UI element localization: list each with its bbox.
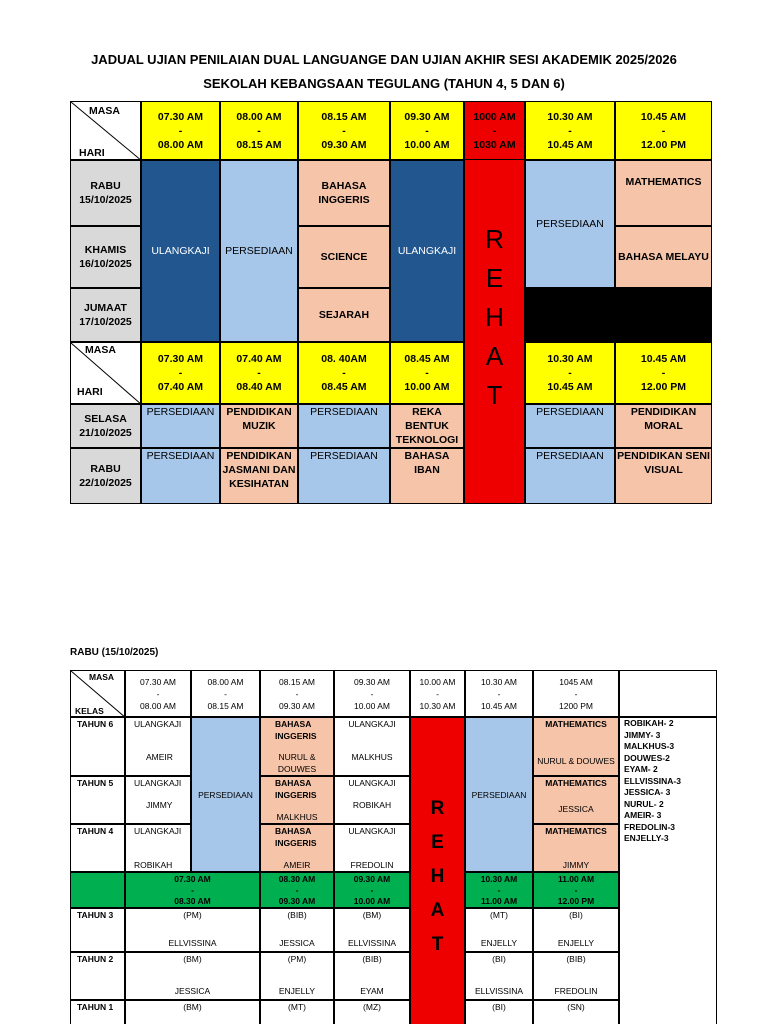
time-separator: - [257, 124, 261, 137]
bahasa-inggeris-cell [260, 717, 334, 776]
subject-code: (BM) [362, 910, 382, 920]
teacher-name: FREDOLIN [350, 860, 394, 870]
time-separator: - [425, 124, 429, 137]
time-label: 09.30 AM [404, 110, 450, 123]
subject-cell [533, 908, 619, 952]
bahasa-iban-cell: BAHASA IBAN [390, 448, 464, 504]
subject-code: (BM) [183, 1002, 202, 1012]
time-label: 12.00 PM [557, 895, 595, 906]
time-label: 08.40 AM [236, 381, 282, 393]
rehat-letter: T [431, 934, 444, 955]
ulangkaji-cell [125, 717, 191, 776]
masa-kelas-header [70, 670, 125, 717]
subject-code: (PM) [183, 910, 202, 920]
subject-cell [334, 952, 410, 1000]
time-label: 08.00 AM [140, 700, 176, 711]
masa-label: MASA [85, 344, 116, 356]
time-header [525, 101, 615, 160]
teacher-name: ENJELLY [480, 938, 518, 948]
time-header [465, 872, 533, 908]
time-label: 09.30 AM [278, 895, 316, 906]
time-separator: - [574, 884, 578, 895]
subject-code: (BI) [569, 910, 583, 920]
time-header [125, 670, 191, 717]
time-label: 10.30 AM [419, 700, 456, 711]
rehat-letter: E [485, 263, 504, 293]
subject: ULANGKAJI [134, 826, 182, 836]
hari-label: HARI [79, 147, 105, 159]
day-jumaat: JUMAAT 17/10/2025 [70, 288, 141, 342]
persediaan-cell: PERSEDIAAN [465, 717, 533, 872]
teacher-name: JESSICA [279, 938, 315, 948]
time-label: 10.45 AM [640, 110, 687, 123]
teacher-count: AMEIR- 3 [624, 810, 662, 820]
bahasa-inggeris-cell [260, 824, 334, 872]
teacher-count: DOUWES-2 [624, 752, 670, 763]
masa-hari-header [70, 101, 141, 160]
teacher-count: EYAM- 2 [624, 764, 658, 774]
time-label: 08.15 AM [236, 138, 282, 151]
subject: BAHASA INGGERIS [275, 826, 317, 848]
time-label: 1045 AM [559, 676, 593, 687]
time-header [525, 342, 615, 404]
time-header [260, 670, 334, 717]
time-header [615, 342, 712, 404]
subject-code: (BI) [492, 954, 506, 964]
teacher-name: EYAM [360, 986, 384, 996]
subject: ULANGKAJI [134, 778, 182, 788]
teacher-name: JIMMY [146, 800, 173, 810]
teacher-name: MALKHUS [351, 752, 393, 762]
time-separator: - [492, 124, 497, 137]
pendidikan-muzik-cell: PENDIDIKAN MUZIK [220, 404, 298, 448]
green-row-label [70, 872, 125, 908]
class-label: TAHUN 5 [70, 776, 125, 824]
persediaan-cell: PERSEDIAAN [525, 160, 615, 288]
subject: ULANGKAJI [348, 778, 396, 788]
class-label: TAHUN 4 [70, 824, 125, 872]
time-header [260, 872, 334, 908]
time-label: 10.30 AM [481, 676, 517, 687]
time-label: 10.00 AM [404, 381, 450, 393]
rehat-letter: T [486, 380, 503, 410]
subject-code: (BIB) [566, 954, 586, 964]
subject-cell [334, 908, 410, 952]
rehat-letter: E [431, 832, 444, 853]
teacher-count: JIMMY- 3 [624, 729, 661, 740]
time-label: 10.45 AM [640, 353, 687, 365]
teacher-count: JESSICA- 3 [624, 787, 671, 797]
time-label: 07.40 AM [236, 353, 282, 365]
subject-cell [465, 952, 533, 1000]
teacher-name: ENJELLY [557, 938, 595, 948]
bahasa-inggeris-cell: BAHASA INGGERIS [298, 160, 390, 226]
teacher-name: ROBIKAH [134, 860, 173, 870]
time-header [141, 101, 220, 160]
time-label: 07.40 AM [157, 381, 204, 393]
time-label: 08.45 AM [321, 381, 367, 393]
blackout-cell [525, 288, 712, 342]
time-label: 11.00 AM [557, 873, 595, 884]
time-separator: - [370, 688, 374, 699]
subject: MATHEMATICS [545, 719, 607, 729]
subject: ULANGKAJI [134, 719, 182, 729]
mathematics-cell [533, 824, 619, 872]
rehat-column [410, 717, 465, 1024]
sejarah-cell: SEJARAH [298, 288, 390, 342]
persediaan-cell: PERSEDIAAN [298, 404, 390, 448]
time-separator: - [661, 124, 666, 137]
subject: MATHEMATICS [545, 778, 607, 788]
kelas-label: KELAS [75, 706, 104, 716]
time-label: 08. 40AM [321, 353, 367, 365]
time-header [334, 872, 410, 908]
time-label: 08.15 AM [321, 110, 367, 123]
time-separator: - [497, 688, 501, 699]
time-separator: - [191, 884, 194, 895]
time-separator: - [295, 688, 299, 699]
subject-code: (BIB) [362, 954, 382, 964]
bahasa-inggeris-cell [260, 776, 334, 824]
time-separator: - [568, 367, 572, 379]
reka-bentuk-teknologi-cell: REKA BENTUK TEKNOLOGI [390, 404, 464, 448]
class-label: TAHUN 3 [70, 908, 125, 952]
teacher-count: ELLVISSINA-3 [624, 775, 681, 786]
time-label: 08.00 AM [207, 676, 244, 687]
teacher-name: JIMMY [562, 860, 590, 870]
pendidikan-jasmani-cell: PENDIDIKAN JASMANI DAN KESIHATAN [220, 448, 298, 504]
teacher-count: MALKHUS-3 [624, 741, 675, 751]
subject-code: (MT) [490, 910, 508, 920]
rehat-letter: R [430, 798, 445, 819]
ulangkaji-cell [334, 824, 410, 872]
time-separator: - [661, 367, 666, 379]
mathematics-cell [533, 776, 619, 824]
time-label: 10.30 AM [547, 353, 593, 365]
day-khamis: KHAMIS 16/10/2025 [70, 226, 141, 288]
time-separator: - [178, 124, 183, 137]
ulangkaji-cell [125, 776, 191, 824]
teacher-name: JESSICA [174, 986, 211, 996]
time-label: 1000 AM [473, 110, 516, 123]
ulangkaji-cell: ULANGKAJI [141, 160, 220, 342]
subject-cell [260, 952, 334, 1000]
subject-code: (BM) [183, 954, 202, 964]
persediaan-cell: PERSEDIAAN [220, 160, 298, 342]
rehat-letter: A [485, 341, 504, 371]
mathematics-cell [533, 717, 619, 776]
time-label: 08.00 AM [236, 110, 282, 123]
time-separator: - [568, 124, 572, 137]
rehat-letter: A [430, 900, 445, 921]
teacher-name: ENJELLY [278, 986, 316, 996]
time-header [191, 670, 260, 717]
time-separator: - [370, 884, 374, 895]
time-header [298, 101, 390, 160]
subject-cell [125, 908, 260, 952]
time-label: 08.30 AM [174, 895, 211, 906]
title-line-1: JADUAL UJIAN PENILAIAN DUAL LANGUANGE DAN UJIAN AKHIR SESI AKADEMIK 2025/2026 [91, 52, 677, 67]
time-separator: - [156, 688, 160, 699]
class-label: TAHUN 1 [70, 1000, 125, 1024]
time-label: 09.30 AM [354, 676, 390, 687]
subject-code: (BI) [492, 1002, 506, 1012]
subject-cell [260, 908, 334, 952]
time-label: 09.30 AM [353, 873, 391, 884]
empty-header [619, 670, 717, 717]
teacher-name: AMEIR [283, 860, 311, 870]
teacher-name: AMEIR [146, 752, 173, 762]
subject-cell [260, 1000, 334, 1024]
time-label: 10.30 AM [480, 873, 518, 884]
subject-cell [125, 952, 260, 1000]
time-label: 10.00 AM [419, 676, 456, 687]
masa-label: MASA [89, 672, 115, 682]
time-label: 10.00 AM [354, 700, 390, 711]
ulangkaji-cell: ULANGKAJI [390, 160, 464, 342]
rehat-letter: R [485, 224, 504, 254]
teacher-count: FREDOLIN-3 [624, 821, 675, 832]
time-header [464, 101, 525, 160]
subject-cell [125, 1000, 260, 1024]
persediaan-cell: PERSEDIAAN [141, 448, 220, 504]
time-separator: - [574, 688, 578, 699]
section-heading: RABU (15/10/2025) [70, 647, 159, 658]
time-separator: - [257, 367, 261, 379]
time-label: 07.30 AM [140, 676, 176, 687]
masa-hari-header [70, 342, 141, 404]
teacher-name: ELLVISSINA [168, 938, 217, 948]
time-label: 08.15 AM [279, 676, 315, 687]
day-selasa: SELASA 21/10/2025 [70, 404, 141, 448]
time-separator: - [342, 367, 346, 379]
time-separator: - [224, 688, 227, 699]
hari-label: HARI [77, 386, 103, 398]
time-separator: - [497, 884, 501, 895]
persediaan-cell: PERSEDIAAN [525, 448, 615, 504]
teacher-name: NURUL & DOUWES [537, 756, 615, 766]
teacher-count-notes [619, 717, 717, 1024]
masa-label: MASA [89, 105, 120, 117]
time-label: 10.00 AM [353, 895, 391, 906]
subject-cell [533, 952, 619, 1000]
bahasa-melayu-cell: BAHASA MELAYU [615, 226, 712, 288]
time-header [220, 101, 298, 160]
pendidikan-moral-cell: PENDIDIKAN MORAL [615, 404, 712, 448]
time-label: 07.30 AM [157, 110, 204, 123]
subject: BAHASA INGGERIS [275, 719, 317, 741]
time-label: 09.30 AM [279, 700, 315, 711]
teacher-count: ENJELLY-3 [624, 833, 669, 843]
time-label: 08.45 AM [404, 353, 450, 365]
science-cell: SCIENCE [298, 226, 390, 288]
teacher-name: ELLVISSINA [347, 938, 397, 948]
teacher-name: JESSICA [558, 804, 594, 814]
time-label: 12.00 PM [641, 381, 686, 393]
subject: ULANGKAJI [348, 826, 396, 836]
time-header [220, 342, 298, 404]
subject-code: (PM) [287, 954, 307, 964]
time-label: 10.45 AM [481, 700, 517, 711]
teacher-name: NURUL & DOUWES [277, 752, 317, 774]
time-label: 07.30 AM [174, 873, 211, 884]
subject: ULANGKAJI [348, 719, 396, 729]
teacher-count: ROBIKAH- 2 [624, 718, 674, 728]
persediaan-cell: PERSEDIAAN [141, 404, 220, 448]
time-label: 09.30 AM [321, 138, 367, 151]
time-header [125, 872, 260, 908]
teacher-name: MALKHUS [276, 812, 318, 822]
rehat-letter: H [430, 866, 445, 887]
time-header [390, 101, 464, 160]
subject-cell [465, 908, 533, 952]
subject-code: (BIB) [287, 910, 307, 920]
time-separator: - [295, 884, 299, 895]
pendidikan-seni-visual-cell: PENDIDIKAN SENI VISUAL [615, 448, 712, 504]
time-label: 08.15 AM [207, 700, 244, 711]
time-header [141, 342, 220, 404]
rehat-column [464, 160, 525, 504]
class-label: TAHUN 6 [70, 717, 125, 776]
time-header [465, 670, 533, 717]
teacher-name: FREDOLIN [554, 986, 598, 996]
rehat-letter: H [485, 302, 504, 332]
time-label: 10.45 AM [547, 138, 593, 151]
subject-cell [465, 1000, 533, 1024]
time-label: 1200 PM [558, 700, 594, 711]
time-header [615, 101, 712, 160]
time-separator: - [342, 124, 346, 137]
day-rabu-2: RABU 22/10/2025 [70, 448, 141, 504]
persediaan-cell: PERSEDIAAN [298, 448, 390, 504]
time-header [410, 670, 465, 717]
time-label: 10.45 AM [547, 381, 593, 393]
subject-code: (SN) [567, 1002, 585, 1012]
time-header [298, 342, 390, 404]
time-header [533, 670, 619, 717]
day-rabu: RABU 15/10/2025 [70, 160, 141, 226]
time-separator: - [178, 367, 183, 379]
persediaan-cell: PERSEDIAAN [525, 404, 615, 448]
class-label: TAHUN 2 [70, 952, 125, 1000]
time-label: 08.00 AM [157, 138, 204, 151]
time-label: 07.30 AM [157, 353, 204, 365]
subject: MATHEMATICS [545, 826, 607, 836]
subject-cell [334, 1000, 410, 1024]
time-label: 08.30 AM [278, 873, 316, 884]
time-label: 11.00 AM [480, 895, 518, 906]
time-header [533, 872, 619, 908]
teacher-name: ROBIKAH [352, 800, 392, 810]
persediaan-cell: PERSEDIAAN [191, 717, 260, 872]
teacher-count: NURUL- 2 [624, 798, 664, 809]
time-label: 1030 AM [473, 138, 516, 151]
teacher-name: ELLVISSINA [474, 986, 524, 996]
time-separator: - [436, 688, 439, 699]
subject: BAHASA INGGERIS [275, 778, 317, 800]
subject-code: (MZ) [363, 1002, 381, 1012]
ulangkaji-cell [125, 824, 191, 872]
time-label: 12.00 PM [641, 138, 686, 151]
ulangkaji-cell [334, 776, 410, 824]
ulangkaji-cell [334, 717, 410, 776]
time-header [390, 342, 464, 404]
time-separator: - [425, 367, 429, 379]
mathematics-cell: MATHEMATICS [615, 160, 712, 226]
title-line-2: SEKOLAH KEBANGSAAN TEGULANG (TAHUN 4, 5 DAN 6) [203, 76, 565, 91]
subject-cell [533, 1000, 619, 1024]
subject-code: (MT) [288, 1002, 306, 1012]
time-header [334, 670, 410, 717]
time-label: 10.00 AM [404, 138, 450, 151]
time-label: 10.30 AM [547, 110, 593, 123]
